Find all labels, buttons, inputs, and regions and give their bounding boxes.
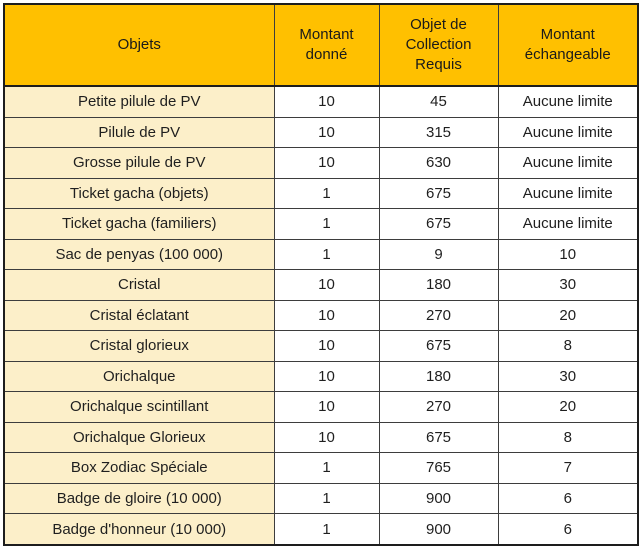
cell-objet-requis: 270 — [379, 300, 498, 330]
cell-objet: Orichalque — [4, 361, 274, 391]
cell-objet: Orichalque scintillant — [4, 392, 274, 422]
table-row — [4, 392, 638, 422]
header-row — [4, 4, 638, 86]
cell-objet-requis: 9 — [379, 239, 498, 269]
table-row — [4, 148, 638, 178]
cell-montant-donne: 10 — [274, 148, 379, 178]
cell-objet: Grosse pilule de PV — [4, 148, 274, 178]
cell-montant-donne: 10 — [274, 270, 379, 300]
table-row — [4, 300, 638, 330]
cell-objet: Cristal éclatant — [4, 300, 274, 330]
cell-montant-echangeable: 6 — [498, 483, 638, 513]
cell-objet-requis: 45 — [379, 86, 498, 117]
cell-montant-echangeable: 30 — [498, 270, 638, 300]
cell-montant-echangeable: 8 — [498, 331, 638, 361]
cell-objet: Badge de gloire (10 000) — [4, 483, 274, 513]
cell-objet: Ticket gacha (familiers) — [4, 209, 274, 239]
cell-objet: Box Zodiac Spéciale — [4, 453, 274, 483]
cell-montant-donne: 1 — [274, 239, 379, 269]
table-row — [4, 117, 638, 147]
cell-montant-donne: 1 — [274, 209, 379, 239]
header-objet-collection-requis: Objet de Collection Requis — [379, 4, 498, 86]
cell-montant-echangeable: Aucune limite — [498, 148, 638, 178]
cell-objet: Sac de penyas (100 000) — [4, 239, 274, 269]
table-row — [4, 331, 638, 361]
cell-montant-echangeable: 10 — [498, 239, 638, 269]
cell-objet: Pilule de PV — [4, 117, 274, 147]
cell-objet-requis: 765 — [379, 453, 498, 483]
cell-objet: Cristal — [4, 270, 274, 300]
table-header — [4, 4, 638, 86]
cell-objet: Ticket gacha (objets) — [4, 178, 274, 208]
table-row — [4, 453, 638, 483]
cell-montant-donne: 1 — [274, 453, 379, 483]
header-objets: Objets — [4, 4, 274, 86]
table-body — [4, 86, 638, 545]
cell-objet: Cristal glorieux — [4, 331, 274, 361]
cell-montant-echangeable: 7 — [498, 453, 638, 483]
cell-montant-donne: 10 — [274, 86, 379, 117]
cell-montant-donne: 10 — [274, 361, 379, 391]
cell-objet-requis: 180 — [379, 361, 498, 391]
cell-objet-requis: 900 — [379, 514, 498, 545]
table-row — [4, 483, 638, 513]
cell-objet-requis: 675 — [379, 178, 498, 208]
cell-montant-echangeable: 8 — [498, 422, 638, 452]
cell-montant-donne: 10 — [274, 331, 379, 361]
cell-montant-donne: 10 — [274, 117, 379, 147]
table-row — [4, 514, 638, 545]
header-montant-echangeable: Montant échangeable — [498, 4, 638, 86]
table-row — [4, 239, 638, 269]
cell-montant-echangeable: Aucune limite — [498, 117, 638, 147]
cell-montant-donne: 1 — [274, 483, 379, 513]
table-row — [4, 361, 638, 391]
cell-objet-requis: 630 — [379, 148, 498, 178]
exchange-table — [3, 3, 639, 546]
cell-montant-echangeable: 6 — [498, 514, 638, 545]
cell-montant-echangeable: 20 — [498, 300, 638, 330]
cell-montant-donne: 1 — [274, 514, 379, 545]
table-row — [4, 178, 638, 208]
cell-montant-echangeable: Aucune limite — [498, 178, 638, 208]
cell-objet-requis: 675 — [379, 209, 498, 239]
cell-objet: Orichalque Glorieux — [4, 422, 274, 452]
cell-objet-requis: 315 — [379, 117, 498, 147]
cell-objet-requis: 675 — [379, 331, 498, 361]
cell-montant-echangeable: 20 — [498, 392, 638, 422]
cell-montant-donne: 10 — [274, 422, 379, 452]
header-montant-donne: Montant donné — [274, 4, 379, 86]
cell-montant-donne: 10 — [274, 392, 379, 422]
cell-objet-requis: 675 — [379, 422, 498, 452]
cell-montant-echangeable: Aucune limite — [498, 86, 638, 117]
cell-montant-donne: 1 — [274, 178, 379, 208]
cell-objet-requis: 270 — [379, 392, 498, 422]
table-row — [4, 209, 638, 239]
cell-montant-echangeable: 30 — [498, 361, 638, 391]
cell-objet-requis: 180 — [379, 270, 498, 300]
table-row — [4, 422, 638, 452]
cell-objet: Petite pilule de PV — [4, 86, 274, 117]
table-row — [4, 86, 638, 117]
table-row — [4, 270, 638, 300]
cell-objet: Badge d'honneur (10 000) — [4, 514, 274, 545]
cell-montant-echangeable: Aucune limite — [498, 209, 638, 239]
cell-objet-requis: 900 — [379, 483, 498, 513]
cell-montant-donne: 10 — [274, 300, 379, 330]
